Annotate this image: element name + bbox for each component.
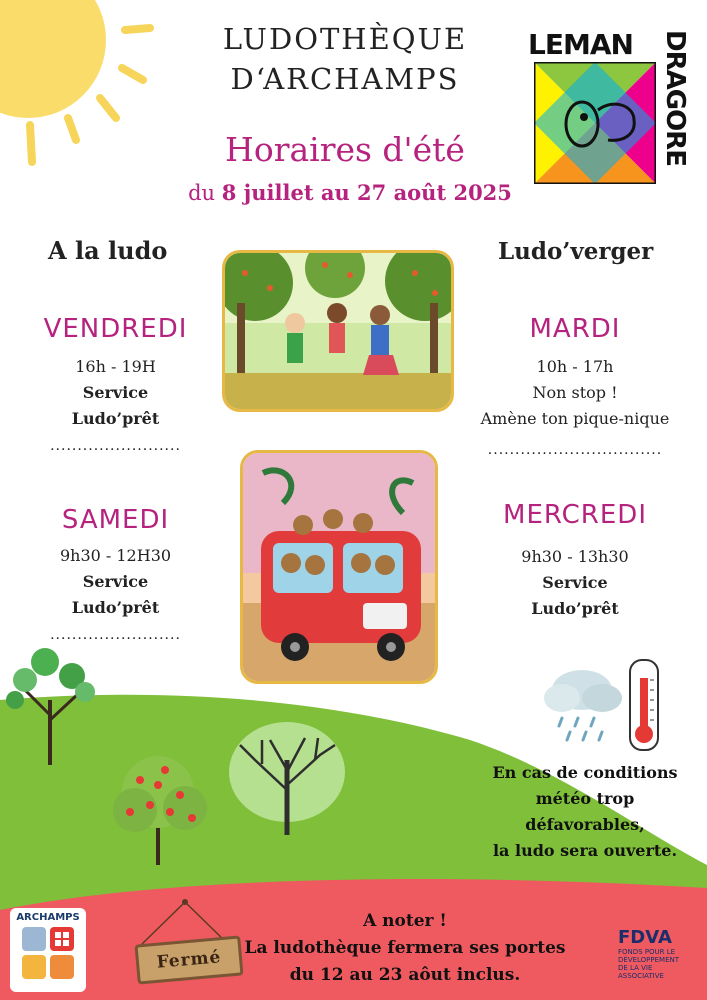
fdva-sub-4: ASSOCIATIVE: [618, 972, 664, 980]
left-slot-2: [28, 505, 203, 643]
closed-sign-label: Fermé: [155, 947, 223, 973]
kids-orchard-illustration: [225, 253, 451, 409]
left-slot-1: [28, 314, 203, 454]
day-label: MERCREDI: [503, 500, 647, 530]
right-slot-2: [475, 500, 675, 622]
page-subtitle: Horaires d'été: [225, 130, 465, 169]
logo-graphic: [534, 62, 656, 184]
hours-label: 9h30 - 12H30: [59, 546, 172, 565]
right-heading: Ludo’verger: [498, 238, 654, 265]
closure-notice: [240, 908, 570, 989]
weather-line-4: la ludo sera ouverte.: [492, 841, 678, 860]
archamps-logo-graphic: [10, 923, 86, 985]
photo-teddy-bus: [240, 450, 438, 684]
service-label: Service: [542, 573, 608, 592]
day-label: SAMEDI: [61, 505, 170, 535]
date-range-bold: 8 juillet au 27 août 2025: [221, 180, 512, 205]
notice-line-2: du 12 au 23 aôut inclus.: [289, 965, 521, 985]
thermometer-icon: [626, 658, 662, 752]
service-name-label: Ludo’prêt: [71, 598, 160, 617]
service-name-label: Ludo’prêt: [531, 599, 619, 618]
weather-line-1: En cas de conditions: [492, 763, 678, 782]
page-title: [175, 20, 515, 98]
info-label: Non stop !: [532, 383, 618, 402]
logo-word-leman: LEMAN: [528, 28, 633, 61]
sun-icon: [0, 0, 150, 162]
day-label: VENDREDI: [43, 314, 188, 344]
weather-line-3: défavorables,: [525, 815, 645, 834]
title-line-1: LUDOTHÈQUE: [222, 22, 468, 56]
logo-word-dragore: DRAGORE: [660, 30, 690, 166]
hours-label: 10h - 17h: [536, 357, 614, 376]
service-name-label: Ludo’prêt: [71, 409, 160, 428]
left-heading: A la ludo: [48, 236, 168, 265]
divider: ........................: [50, 438, 181, 454]
fdva-sub-3: DE LA VIE: [618, 964, 653, 972]
weather-notice: [470, 760, 700, 864]
fdva-title: FDVA: [618, 927, 672, 948]
divider: ........................: [50, 627, 181, 643]
photo-kids-orchard: [222, 250, 454, 412]
fdva-sub-2: DÉVELOPPEMENT: [618, 956, 680, 964]
info-label-2: Amène ton pique-nique: [480, 409, 670, 428]
leman-dragore-logo: [528, 28, 688, 188]
service-label: Service: [82, 383, 149, 402]
hours-label: 16h - 19H: [75, 357, 156, 376]
weather-line-2: météo trop: [535, 789, 635, 808]
fdva-logo: [618, 928, 702, 980]
archamps-logo: [10, 908, 86, 992]
service-label: Service: [82, 572, 149, 591]
fdva-sub-1: FONDS POUR LE: [618, 948, 676, 956]
day-label: MARDI: [529, 314, 621, 344]
right-slot-1: [475, 314, 675, 458]
notice-line-1: La ludothèque fermera ses portes: [244, 938, 566, 958]
title-line-2: D‘ARCHAMPS: [230, 62, 460, 96]
teddy-bus-illustration: [243, 453, 435, 681]
hours-label: 9h30 - 13h30: [521, 547, 629, 566]
rain-cloud-icon: [540, 660, 625, 750]
date-prefix: du: [188, 181, 222, 205]
archamps-logo-text: ARCHAMPS: [16, 912, 80, 923]
date-range: [140, 180, 560, 205]
notice-heading: A noter !: [363, 911, 447, 931]
divider: ................................: [487, 442, 663, 458]
